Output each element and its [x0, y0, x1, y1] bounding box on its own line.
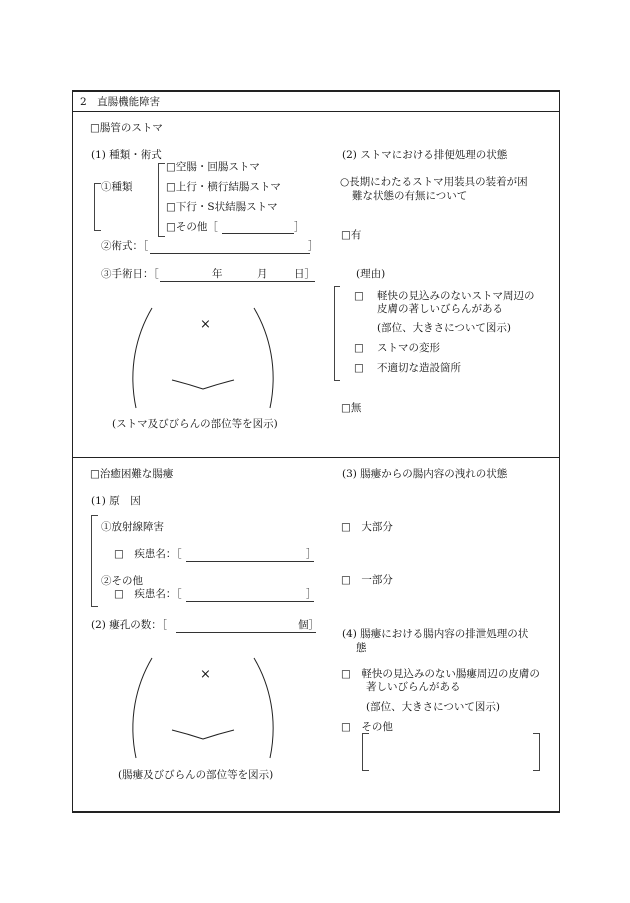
- stoma-type-heading: (1) 種類・術式: [91, 149, 162, 161]
- fistula-count-unit: 個］: [298, 619, 319, 631]
- leak-major-checkbox[interactable]: □ 大部分: [341, 521, 393, 533]
- excretion-heading: (2) ストマにおける排便処理の状態: [342, 149, 508, 161]
- fistula-torso-outline: [133, 658, 273, 758]
- surgery-label: ②術式：［: [101, 240, 149, 252]
- fistula-diagram-cross: ×: [200, 667, 211, 682]
- other-disease-label[interactable]: □ 疾患名：［: [114, 588, 182, 600]
- leak-heading: (3) 腸瘻からの腸内容の洩れの状態: [342, 468, 508, 480]
- stoma-diagram-cross: ×: [200, 317, 211, 332]
- reason-erosion-note: (部位、大きさについて図示): [377, 322, 511, 334]
- reason-placement-label: 不適切な造設箇所: [377, 362, 461, 374]
- reason-erosion-line1: 軽快の見込みのないストマ周辺の: [377, 290, 535, 302]
- discharge-erosion-line2: 著しいびらんがある: [366, 681, 461, 693]
- radiation-label: ①放射線障害: [101, 521, 164, 533]
- type-option-jejunum-ileum[interactable]: □空腸・回腸ストマ: [166, 161, 260, 173]
- reason-erosion-line2: 皮膚の著しいびらんがある: [377, 303, 503, 315]
- date-label: ③手術日：［: [101, 268, 159, 280]
- fistula-count-label: (2) 瘻孔の数：［: [91, 619, 167, 631]
- date-day: 日］: [294, 268, 315, 280]
- reason-deformation-box[interactable]: □: [354, 342, 364, 354]
- reason-heading: (理由): [356, 268, 386, 280]
- type-option-descending-sigmoid[interactable]: □下行・S状結腸ストマ: [166, 201, 278, 213]
- discharge-heading-line2: 態: [356, 642, 367, 654]
- cause-heading: (1) 原 因: [91, 495, 141, 507]
- discharge-heading-line1: (4) 腸瘻における腸内容の排泄処理の状: [342, 628, 529, 640]
- reason-erosion-box[interactable]: □: [354, 290, 364, 302]
- date-month: 月: [257, 268, 268, 280]
- discharge-erosion-line1[interactable]: □ 軽快の見込みのない腸瘻周辺の皮膚の: [341, 668, 540, 680]
- fistula-diagram-caption: (腸瘻及びびらんの部位等を図示): [118, 769, 274, 781]
- radiation-disease-label[interactable]: □ 疾患名：［: [114, 548, 182, 560]
- reason-deformation-label: ストマの変形: [377, 342, 440, 354]
- type-label: ①種類: [101, 181, 133, 193]
- fistula-checkbox-heading[interactable]: □治癒困難な腸瘻: [90, 468, 174, 480]
- excretion-yes-checkbox[interactable]: □有: [341, 229, 362, 241]
- stoma-diagram-caption: (ストマ及びびらんの部位等を図示): [112, 418, 278, 430]
- date-year: 年: [212, 268, 223, 280]
- surgery-close: ］: [308, 240, 319, 252]
- section-title: 2 直腸機能障害: [80, 96, 161, 108]
- leak-partial-checkbox[interactable]: □ 一部分: [341, 574, 393, 586]
- radiation-disease-close: ］: [306, 548, 317, 560]
- discharge-erosion-note: (部位、大きさについて図示): [366, 701, 500, 713]
- stoma-checkbox-heading[interactable]: □腸管のストマ: [90, 122, 163, 134]
- reason-placement-box[interactable]: □: [354, 362, 364, 374]
- type-option-ascending-transverse[interactable]: □上行・横行結腸ストマ: [166, 181, 281, 193]
- stoma-torso-outline: [133, 308, 273, 408]
- discharge-other-checkbox[interactable]: □ その他: [341, 721, 393, 733]
- excretion-question-line1: ○長期にわたるストマ用装具の装着が困: [340, 176, 528, 188]
- type-other-close: ］: [294, 221, 305, 233]
- excretion-no-checkbox[interactable]: □無: [341, 402, 362, 414]
- other-cause-label: ②その他: [101, 575, 143, 587]
- excretion-question-line2: 難な状態の有無について: [352, 190, 468, 202]
- type-option-other[interactable]: □その他［: [166, 221, 218, 233]
- other-disease-close: ］: [306, 588, 317, 600]
